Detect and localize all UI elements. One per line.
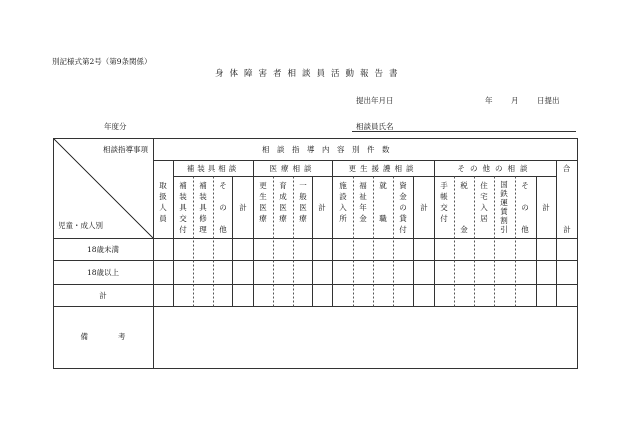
submit-date-label: 提出年月日 bbox=[356, 96, 394, 105]
col-prosthetic-issuance: 補 装 具 交 付 bbox=[179, 181, 187, 234]
col-grand-total-top: 合 bbox=[562, 164, 571, 173]
row-label-total: 計 bbox=[99, 291, 107, 300]
col-rail-fare-discount: 国 鉄 運 賃 割 引 bbox=[500, 180, 508, 234]
remarks-field[interactable] bbox=[154, 307, 577, 368]
group-medical-consultation: 医療相談 bbox=[269, 164, 316, 173]
col-rehab-medical: 更 生 医 療 bbox=[259, 181, 267, 223]
fiscal-year-label: 年度分 bbox=[104, 122, 127, 131]
form-reference: 別記様式第2号（第9条関係） bbox=[52, 57, 152, 66]
date-month-label: 月 bbox=[511, 96, 519, 105]
date-year-label: 年 bbox=[485, 96, 493, 105]
corner-label-consultation-items: 相談指導事項 bbox=[103, 145, 148, 154]
document-title: 身体障害者相談員活動報告書 bbox=[215, 69, 404, 79]
col-prosthetic-repair: 補 装 具 修 理 bbox=[199, 181, 207, 234]
date-day-submit-label: 日提出 bbox=[537, 96, 560, 105]
col-development-medical: 育 成 医 療 bbox=[279, 181, 287, 223]
col-tax: 税 金 bbox=[460, 181, 468, 234]
col-general-medical: 一 般 医 療 bbox=[299, 181, 307, 223]
col-welfare-pension: 福 祉 年 金 bbox=[359, 181, 367, 223]
row-label-18-and-over: 18歳以上 bbox=[86, 268, 120, 277]
col-other-total: 計 bbox=[542, 203, 550, 212]
col-fund-loan: 資 金 の 貸 付 bbox=[399, 181, 407, 234]
row-label-under-18: 18歳未満 bbox=[86, 245, 120, 254]
group-other-consultation: その他の相談 bbox=[457, 164, 533, 173]
col-prosthetic-other: そ の 他 bbox=[219, 181, 227, 234]
col-medical-total: 計 bbox=[318, 203, 326, 212]
col-rehab-support-total: 計 bbox=[420, 203, 428, 212]
col-handled-persons: 取 扱 人 員 bbox=[159, 181, 167, 223]
col-other-misc: そ の 他 bbox=[521, 181, 529, 234]
corner-label-child-adult: 児童・成人別 bbox=[58, 221, 103, 230]
remarks-label: 備 考 bbox=[80, 332, 126, 341]
col-grand-total-bottom: 計 bbox=[563, 225, 571, 234]
col-prosthetic-total: 計 bbox=[239, 203, 247, 212]
col-employment: 就 職 bbox=[379, 181, 387, 223]
counselor-name-label: 相談員氏名 bbox=[356, 122, 394, 131]
col-facility-admission: 施 設 入 所 bbox=[339, 181, 347, 223]
group-prosthetic-consultation: 補装具相談 bbox=[186, 164, 240, 173]
col-housing: 住 宅 入 居 bbox=[480, 181, 488, 223]
col-handbook-issuance: 手 帳 交 付 bbox=[440, 181, 448, 223]
group-rehab-support-consultation: 更生援護相談 bbox=[348, 164, 418, 173]
header-consultation-counts: 相 談 指 導 内 容 別 件 数 bbox=[262, 145, 390, 154]
